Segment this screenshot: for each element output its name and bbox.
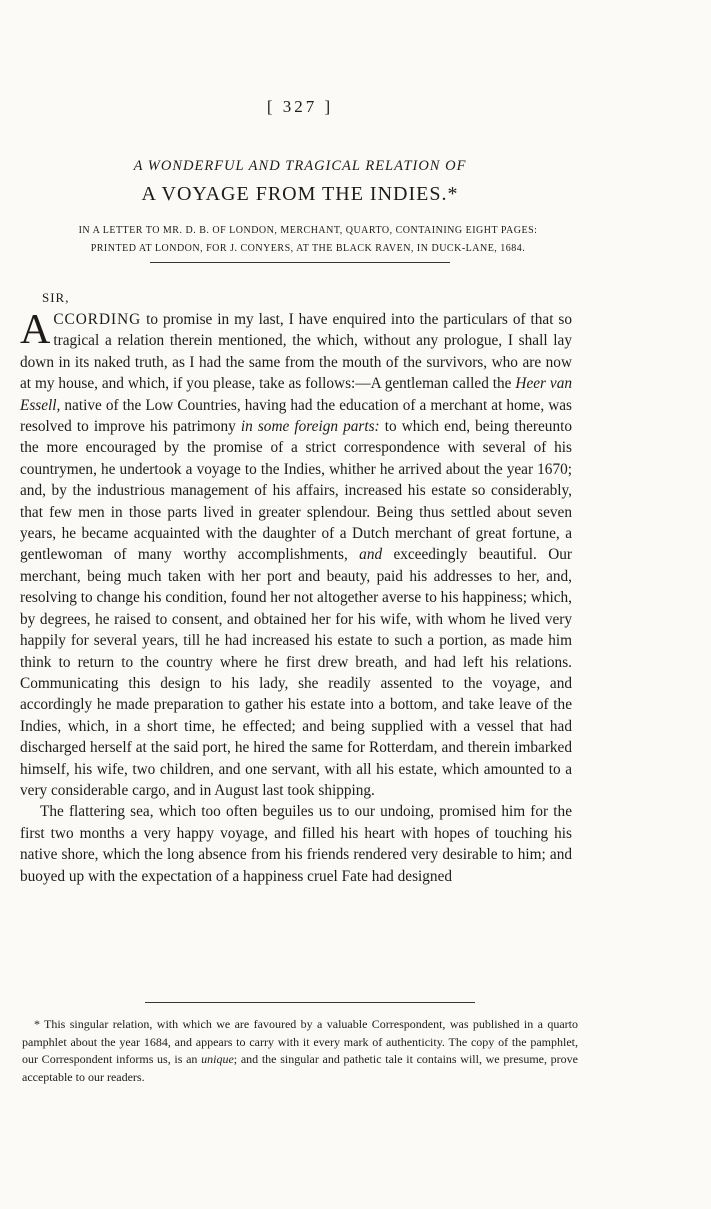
p1-text-a: to promise in my last, I have enquired into the particulars of that so tragical a relation therein mentioned, the which, without any prologue, I shall lay down in its naked truth, as I had the same from the mouth of the survivors, who are now at my house, and which, if you please, take as follows:—A gentleman called the [20,311,572,393]
p1-text-c: to which end, being thereunto the more encouraged by the promise of a strict correspondence with several of his countrymen, he undertook a voyage to the Indies, whither he arrived about the year 1670; and, by the industrious management of his affairs, increased his estate so considerably, that few men in those parts lived in greater splendour. Being thus settled about seven years, he became acquainted with the daughter of a Dutch merchant of great fortune, a gentlewoman of many worthy accomplishments, [20,418,572,564]
subtitle-line-2: PRINTED AT LONDON, FOR J. CONYERS, AT THE BLACK RAVEN, IN DUCK-LANE, 1684. [90,243,526,254]
paragraph-1 [20,309,572,801]
subtitle-line-1: IN A LETTER TO MR. D. B. OF LONDON, MERCHANT, QUARTO, CONTAINING EIGHT PAGES: [78,225,538,236]
footnote-marker: * [34,1017,40,1031]
subtitle [18,222,598,258]
letter-body [20,309,572,887]
page-number: [ 327 ] [266,97,334,116]
paragraph-2: The flattering sea, which too often beguiles us to our undoing, promised him for the first two months a very happy voyage, and filled his heart with hopes of touching his native shore, which the long absence from his friends rendered very desirable to him; and buoyed up with the expectation of a happiness cruel Fate had designed [20,803,572,885]
title-line-1: A WONDERFUL AND TRAGICAL RELATION OF [133,158,467,174]
p1-italic-2: and [359,546,383,564]
footnote [22,1016,578,1086]
p1-text-b: native of the Low Countries, having had the education of a merchant at home, was resolved to improve his patrimony [20,396,572,436]
salutation: SIR, [42,290,70,305]
p1-italic: in some foreign parts: [240,418,380,436]
title-line-2: A VOYAGE FROM THE INDIES.* [141,183,459,205]
drop-cap: A [20,307,51,353]
p1-text-d: exceedingly beautiful. Our merchant, being much taken with her port and beauty, paid his addresses to her, and, resolving to change his condition, found her not altogether averse to his happiness; which, by degrees, he raised to consent, and obtained her for his wife, with whom he lived very happily for several years, till he had increased his estate to such a portion, as made him think to return to the country where he first drew breath, and had left his relations. Communicating this design to his lady, she readily assented to the voyage, and accordingly he made preparation to gather his estate into a bottom, and take leave of the Indies, which, in a short time, he effected; and being supplied with a vessel that had discharged herself at the said port, he hired the same for Rotterdam, and therein imbarked himself, his wife, two children, and one servant, with all his estate, which amounted to a very considerable cargo, and in August last took shipping. [20,546,573,799]
header-divider [150,262,450,263]
footnote-text-b: ; and the singular and pathetic tale it contains will, we presume, prove acceptable to our readers. [22,1052,578,1084]
footnote-divider [145,1002,475,1003]
lead-word: CCORDING [53,311,142,328]
footnote-text-a: This singular relation, with which we are favoured by a valuable Correspondent, was published in a quarto pamphlet about the year 1684, and appears to carry with it every mark of authenticity. The copy of the pamphlet, our Correspondent informs us, is an [22,1017,578,1066]
footnote-italic: unique [201,1052,234,1066]
p1-name: Heer van Essell, [20,375,572,414]
